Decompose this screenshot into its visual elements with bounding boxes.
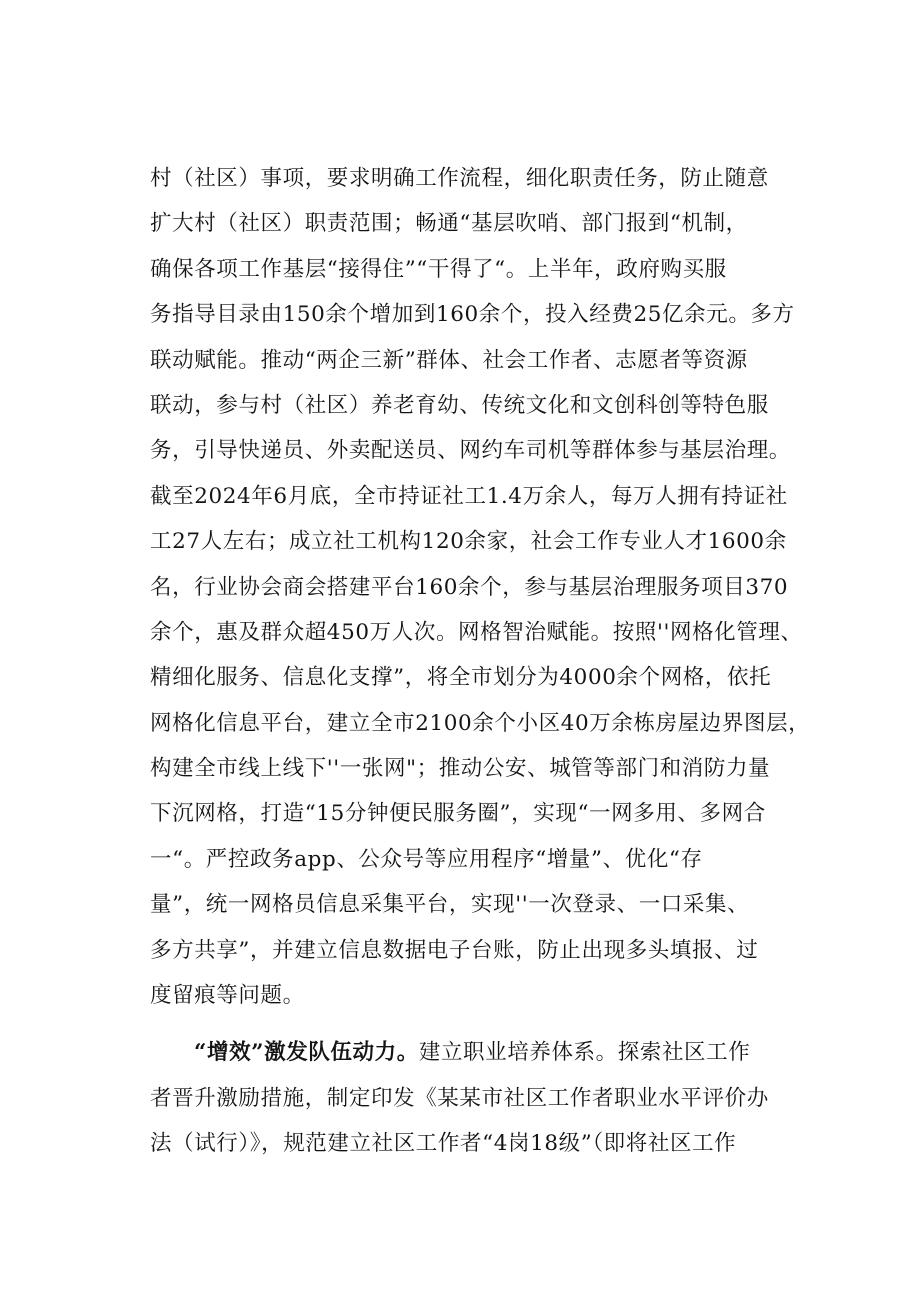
- text-line: 联动，参与村（社区）养老育幼、传统文化和文创科创等特色服: [150, 392, 769, 418]
- text-line: 截至2024年6月底，全市持证社工1.4万余人，每万人拥有持证社: [150, 483, 788, 509]
- text-line-first: [150, 1030, 810, 1075]
- text-line: 法（试行）》，规范建立社区工作者“4岗18级”（即将社区工作: [150, 1131, 737, 1157]
- text-line: 扩大村（社区）职责范围；畅通“基层吹哨、部门报到“机制，: [150, 211, 748, 237]
- text-line: 村（社区）事项，要求明确工作流程，细化职责任务，防止随意: [150, 166, 769, 191]
- text-line: 联动赋能。推动“两企三新”群体、社会工作者、志愿者等资源: [150, 347, 748, 373]
- text-line: 多方共享”，并建立信息数据电子台账，防止出现多头填报、过: [150, 937, 759, 963]
- text-run: 建立职业培养体系。探索社区工作: [418, 1040, 751, 1066]
- text-line: 一“。严控政务app、公众号等应用程序“增量”、优化“存: [150, 846, 703, 872]
- text-line: 务，引导快递员、外卖配送员、网约车司机等群体参与基层治理。: [150, 438, 791, 464]
- text-line: 名，行业协会商会搭建平台160余个，参与基层治理服务项目370: [150, 574, 789, 600]
- paragraph-1: [150, 156, 810, 1018]
- text-line: 工27人左右；成立社工机构120余家，社会工作专业人才1600余: [150, 529, 787, 555]
- text-line: 务指导目录由150余个增加到160余个，投入经费25亿余元。多方: [150, 302, 795, 328]
- text-line: 者晋升激励措施，制定印发《某某市社区工作者职业水平评价办: [150, 1085, 769, 1111]
- document-body: [150, 156, 810, 1167]
- paragraph-2: [150, 1030, 810, 1166]
- text-line: 构建全市线上线下''一张网"；推动公安、城管等部门和消防力量: [150, 756, 771, 782]
- section-heading: “增效”激发队伍动力。: [194, 1040, 419, 1066]
- text-line: 确保各项工作基层“接得住”“干得了“。上半年，政府购买服: [150, 256, 727, 282]
- text-line: 量”，统一网格员信息采集平台，实现''一次登录、一口采集、: [150, 892, 750, 918]
- text-line: 网格化信息平台，建立全市2100余个小区40万余栋房屋边界图层，: [150, 710, 811, 736]
- text-line: 下沉网格，打造“15分钟便民服务圈”，实现“一网多用、多网合: [150, 801, 766, 827]
- paragraph-gap: [150, 1018, 810, 1030]
- text-line: 精细化服务、信息化支撑”，将全市划分为4000余个网格，依托: [150, 665, 772, 691]
- text-line: 度留痕等问题。: [150, 983, 305, 1009]
- text-line: 余个，惠及群众超450万人次。网格智治赋能。按照''网格化管理、: [150, 619, 803, 645]
